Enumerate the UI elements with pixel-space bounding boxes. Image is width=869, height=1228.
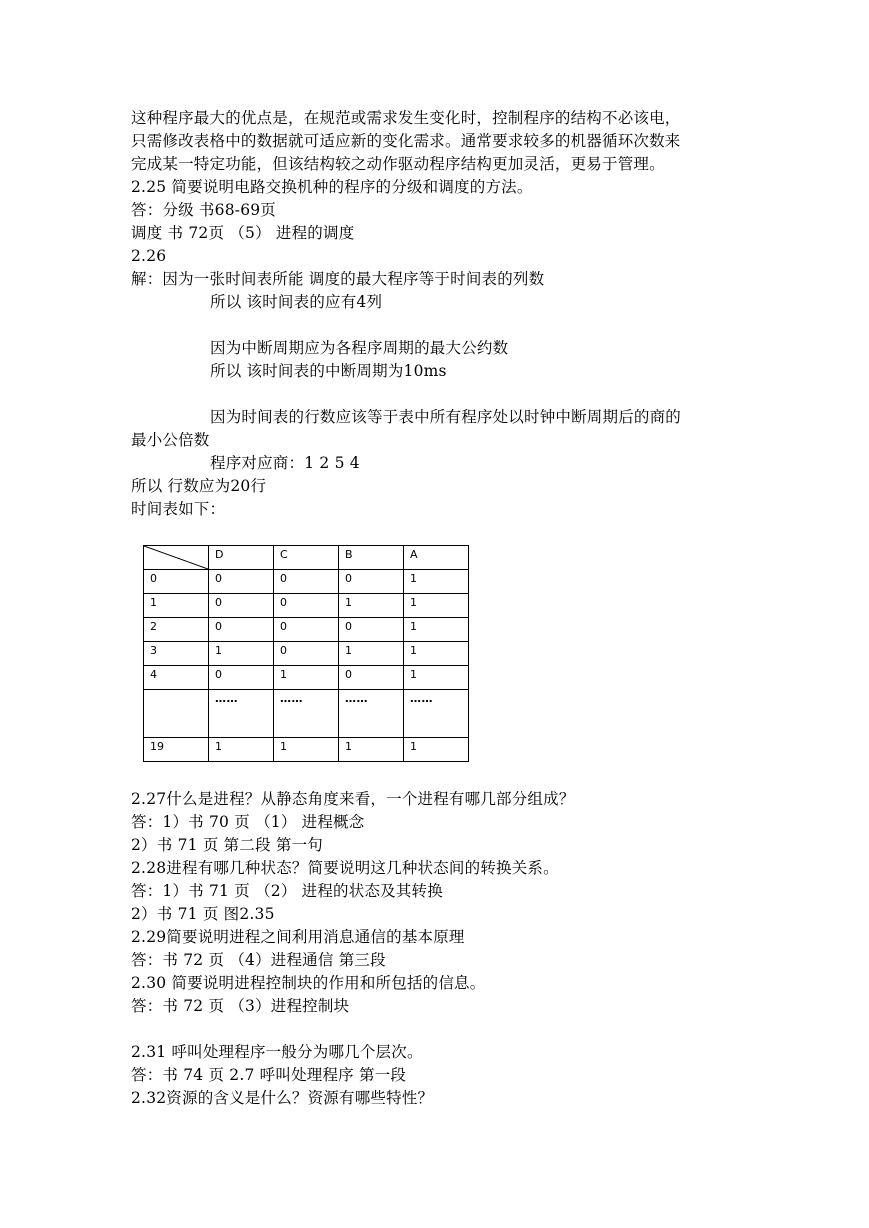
question-2-28: 2.28进程有哪几种状态？简要说明这几种状态间的转换关系。 [131, 859, 559, 877]
ellipsis-cell: …… [274, 690, 339, 738]
ellipsis-cell: …… [404, 690, 469, 738]
table-cell: 1 [404, 594, 469, 618]
solution-line: 因为中断周期应为各程序周期的最大公约数 [210, 339, 509, 357]
table-cell: 0 [274, 570, 339, 594]
table-row [144, 642, 469, 666]
ellipsis-cell: …… [209, 690, 274, 738]
question-2-29: 2.29简要说明进程之间利用消息通信的基本原理 [131, 928, 465, 946]
question-2-26: 2.26 [131, 247, 167, 265]
table-cell: 0 [144, 570, 209, 594]
solution-line: 所以 该时间表的中断周期为10ms [210, 362, 447, 380]
table-cell: 3 [144, 642, 209, 666]
table-row [144, 570, 469, 594]
answer-line: 2）书 71 页 第二段 第一句 [131, 836, 323, 854]
solution-line: 程序对应商：1 2 5 4 [210, 454, 360, 472]
solution-line: 最小公倍数 [131, 431, 210, 449]
solution-line: 解：因为一张时间表所能 调度的最大程序等于时间表的列数 [131, 270, 545, 288]
table-cell: 0 [274, 594, 339, 618]
table-row [144, 666, 469, 690]
table-cell: 0 [339, 666, 404, 690]
table-row [144, 690, 469, 738]
table-cell: 1 [274, 738, 339, 762]
solution-line: 所以 该时间表的应有4列 [210, 293, 383, 311]
table-cell: 0 [274, 642, 339, 666]
table-cell: 0 [274, 618, 339, 642]
table-row [144, 738, 469, 762]
question-2-31: 2.31 呼叫处理程序一般分为哪几个层次。 [131, 1043, 423, 1061]
table-cell: 1 [404, 570, 469, 594]
table-cell: 1 [339, 738, 404, 762]
question-2-27: 2.27什么是进程？从静态角度来看，一个进程有哪几部分组成？ [131, 790, 575, 808]
ellipsis-cell: …… [339, 690, 404, 738]
table-row [144, 594, 469, 618]
table-cell: 0 [339, 570, 404, 594]
text-line: 完成某一特定功能，但该结构较之动作驱动程序结构更加灵活，更易于管理。 [131, 155, 665, 173]
text-line: 只需修改表格中的数据就可适应新的变化需求。通常要求较多的机器循环次数来 [131, 132, 681, 150]
answer-line: 调度 书 72页 （5） 进程的调度 [131, 224, 355, 242]
column-header: D [209, 546, 274, 570]
solution-line: 所以 行数应为20行 [131, 477, 267, 495]
answer-line: 答：分级 书68-69页 [131, 201, 277, 219]
table-cell: 1 [404, 642, 469, 666]
text-line: 这种程序最大的优点是，在规范或需求发生变化时，控制程序的结构不必该电， [131, 109, 681, 127]
table-cell: 0 [209, 570, 274, 594]
table-row [144, 618, 469, 642]
table-cell: 0 [339, 618, 404, 642]
corner-cell [144, 546, 209, 570]
answer-line: 答：书 72 页 （4）进程通信 第三段 [131, 951, 386, 969]
table-cell: 1 [339, 642, 404, 666]
question-2-25: 2.25 简要说明电路交换机种的程序的分级和调度的方法。 [131, 178, 533, 196]
table-cell: 1 [339, 594, 404, 618]
question-2-32: 2.32资源的含义是什么？资源有哪些特性？ [131, 1089, 434, 1107]
schedule-table [143, 545, 469, 762]
table-cell: 0 [209, 618, 274, 642]
table-cell: 2 [144, 618, 209, 642]
answer-line: 答：书 72 页 （3）进程控制块 [131, 997, 350, 1015]
table-header-row [144, 546, 469, 570]
table-cell: 0 [209, 594, 274, 618]
diagonal-line-icon [144, 546, 208, 569]
column-header: A [404, 546, 469, 570]
solution-line: 时间表如下： [131, 500, 226, 518]
table-cell: 1 [404, 618, 469, 642]
table-cell: 1 [209, 642, 274, 666]
table-cell: 1 [274, 666, 339, 690]
answer-line: 2）书 71 页 图2.35 [131, 905, 275, 923]
table-cell [144, 690, 209, 738]
answer-line: 答：书 74 页 2.7 呼叫处理程序 第一段 [131, 1066, 407, 1084]
table-cell: 19 [144, 738, 209, 762]
table-cell: 1 [209, 738, 274, 762]
column-header: C [274, 546, 339, 570]
question-2-30: 2.30 简要说明进程控制块的作用和所包括的信息。 [131, 974, 486, 992]
answer-line: 答：1）书 70 页 （1） 进程概念 [131, 813, 365, 831]
answer-line: 答：1）书 71 页 （2） 进程的状态及其转换 [131, 882, 443, 900]
column-header: B [339, 546, 404, 570]
table-cell: 1 [404, 738, 469, 762]
table-cell: 4 [144, 666, 209, 690]
solution-line: 因为时间表的行数应该等于表中所有程序处以时钟中断周期后的商的 [210, 408, 682, 426]
table-cell: 0 [209, 666, 274, 690]
table-cell: 1 [404, 666, 469, 690]
table-cell: 1 [144, 594, 209, 618]
